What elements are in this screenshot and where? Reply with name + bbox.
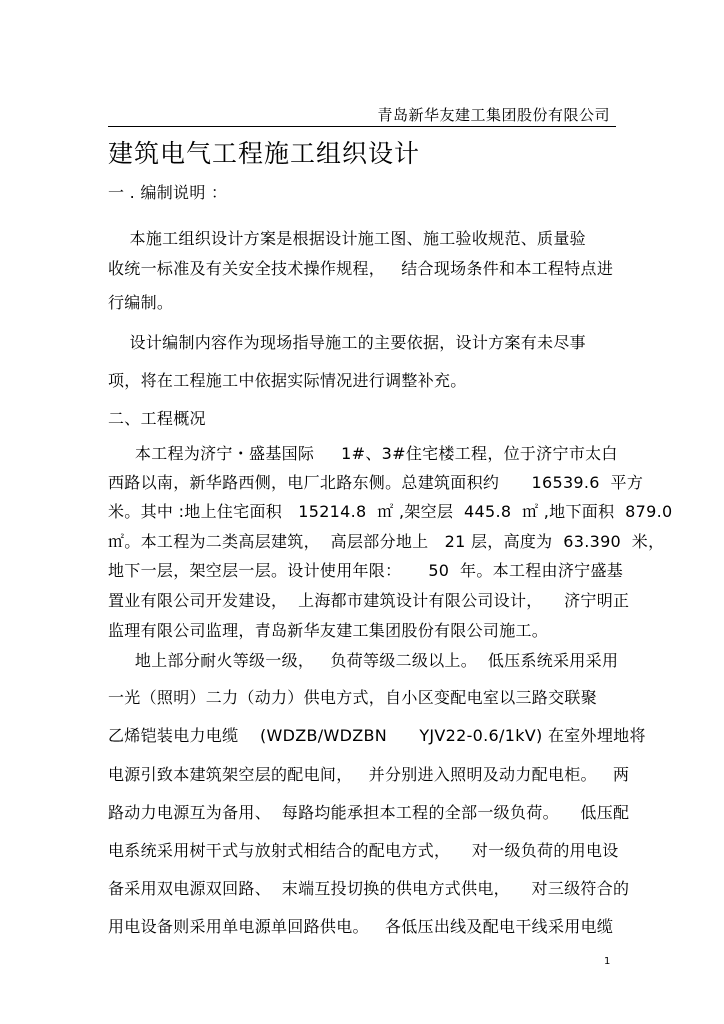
page-number: 1 (604, 956, 611, 967)
header-divider (108, 126, 616, 127)
paragraph-line: 监理有限公司监理，青岛新华友建工集团股份有限公司施工。 (108, 621, 549, 640)
company-header: 青岛新华友建工集团股份有限公司 (377, 106, 610, 124)
paragraph-line: 乙烯铠装电力电缆 (WDZB/WDZBN YJV22-0.6/1kV) 在室外埋地将 (108, 726, 646, 745)
paragraph-line: 项，将在工程施工中依据实际情况进行调整补充。 (108, 371, 467, 390)
document-title: 建筑电气工程施工组织设计 (108, 139, 421, 168)
paragraph-line: 西路以南，新华路西侧，电厂北路东侧。总建筑面积约 16539.6 平方 (108, 473, 644, 492)
paragraph-line: 置业有限公司开发建设， 上海都市建筑设计有限公司设计， 济宁明正 (108, 591, 630, 610)
paragraph-line: 设计编制内容作为现场指导施工的主要依据，设计方案有未尽事 (108, 333, 586, 352)
paragraph-line: 电系统采用树干式与放射式相结合的配电方式， 对一级负荷的用电设 (108, 841, 619, 860)
paragraph-line: 本工程为济宁・盛基国际 1#、3#住宅楼工程，位于济宁市太白 (108, 444, 618, 463)
paragraph-line: 地上部分耐火等级一级， 负荷等级二级以上。 低压系统采用采用 (108, 651, 619, 670)
paragraph-line: ㎡。本工程为二类高层建筑， 高层部分地上 21 层，高度为 63.390 米， (108, 532, 665, 551)
paragraph-line: 一光（照明）二力（动力）供电方式，自小区变配电室以三路交联聚 (108, 688, 598, 707)
paragraph-line: 收统一标准及有关安全技术操作规程， 结合现场条件和本工程特点进 (108, 259, 614, 278)
paragraph-line: 地下一层，架空层一层。设计使用年限： 50 年。本工程由济宁盛基 (108, 561, 624, 580)
paragraph-line: 路动力电源互为备用、 每路均能承担本工程的全部一级负荷。 低压配 (108, 803, 630, 822)
paragraph-line: 备采用双电源双回路、 末端互投切换的供电方式供电， 对三级符合的 (108, 879, 630, 898)
paragraph-line: 本施工组织设计方案是根据设计施工图、施工验收规范、质量验 (108, 229, 586, 248)
paragraph-line: 米。其中 :地上住宅面积 15214.8 ㎡ ,架空层 445.8 ㎡ ,地下面积 879.0 (108, 502, 673, 521)
section-heading: 一 . 编制说明 ： (108, 183, 228, 202)
section-heading: 二、工程概况 (108, 409, 206, 428)
paragraph-line: 用电设备则采用单电源单回路供电。 各低压出线及配电干线采用电缆 (108, 917, 614, 936)
paragraph-line: 电源引致本建筑架空层的配电间， 并分别进入照明及动力配电柜。 两 (108, 765, 630, 784)
paragraph-line: 行编制。 (108, 293, 174, 312)
